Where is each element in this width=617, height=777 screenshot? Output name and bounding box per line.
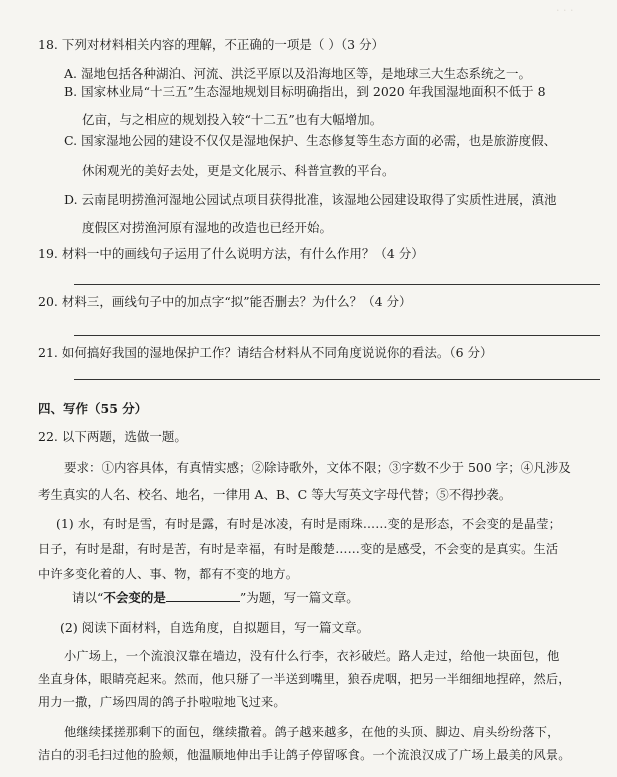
q21-stem: 21. 如何搞好我国的湿地保护工作？请结合材料从不同角度说说你的看法。（6 分） bbox=[38, 345, 493, 360]
q22-requirements-line2: 考生真实的人名、校名、地名，一律用 A、B、C 等大写英文字母代替；⑤不得抄袭。 bbox=[38, 487, 512, 502]
q18-option-c-line1: C. 国家湿地公园的建设不仅仅是湿地保护、生态修复等生态方面的必需，也是旅游度假、 bbox=[64, 133, 557, 148]
section-writing-heading: 四、写作（55 分） bbox=[38, 401, 148, 416]
bleed-through-text: · · · bbox=[556, 4, 574, 17]
q19-stem: 19. 材料一中的画线句子运用了什么说明方法，有什么作用？（4 分） bbox=[38, 246, 424, 261]
q18-option-a: A. 湿地包括各种湖泊、河流、洪泛平原以及沿海地区等，是地球三大生态系统之一。 bbox=[64, 66, 531, 81]
q22-material-line4: 他继续揉搓那剩下的面包，继续撒着。鸽子越来越多，在他的头顶、脚边、肩头纷纷落下， bbox=[64, 725, 560, 739]
q18-stem: 18. 下列对材料相关内容的理解，不正确的一项是（ ）（3 分） bbox=[38, 37, 385, 52]
q22-prompt1-line1: (1) 水，有时是雪，有时是露，有时是冰凌，有时是雨珠……变的是形态，不会变的是晶莹； bbox=[56, 517, 562, 531]
q22-prompt2: (2) 阅读下面材料，自选角度，自拟题目，写一篇文章。 bbox=[60, 620, 370, 635]
title-prefix: 请以“ bbox=[72, 590, 104, 605]
q18-option-b-line1: B. 国家林业局“十三五”生态湿地规划目标明确指出，到 2020 年我国湿地面积不低于 8 bbox=[64, 84, 546, 99]
q22-prompt1-line3: 中许多变化着的人、事、物，都有不变的地方。 bbox=[38, 567, 299, 581]
title-bold-text: 不会变的是 bbox=[103, 590, 166, 605]
q22-material-line3: 用力一撒，广场四周的鸽子扑啦啦地飞过来。 bbox=[38, 695, 286, 709]
q20-answer-line[interactable] bbox=[74, 335, 600, 336]
q22-prompt1-line2: 日子，有时是甜，有时是苦，有时是幸福，有时是酸楚……变的是感受，不会变的是真实。生活 bbox=[38, 542, 559, 556]
q18-option-d-line1: D. 云南昆明捞渔河湿地公园试点项目获得批准，该湿地公园建设取得了实质性进展，滇池 bbox=[64, 192, 557, 207]
q22-material-line5: 洁白的羽毛扫过他的脸颊，他温顺地伸出手让鸽子停留啄食。一个流浪汉成了广场上最美的风景。 bbox=[38, 748, 571, 762]
q22-title-instruction bbox=[72, 589, 359, 606]
q22-material-line2: 坐直身体，眼睛亮起来。然而，他只掰了一半送到嘴里，狼吞虎咽，把另一半细细地捏碎，然后， bbox=[38, 672, 571, 686]
q22-requirements-line1: 要求：①内容具体，有真情实感；②除诗歌外，文体不限；③字数不少于 500 字；④凡涉及 bbox=[64, 460, 571, 475]
q21-answer-line[interactable] bbox=[74, 379, 600, 380]
q18-option-b-line2: 亿亩，与之相应的规划投入较“十二五”也有大幅增加。 bbox=[82, 112, 383, 127]
q19-answer-line[interactable] bbox=[74, 284, 600, 285]
q18-option-c-line2: 休闲观光的美好去处，更是文化展示、科普宣教的平台。 bbox=[82, 163, 395, 178]
title-fill-blank[interactable] bbox=[166, 589, 240, 602]
q22-stem: 22. 以下两题，选做一题。 bbox=[38, 429, 187, 444]
q20-stem: 20. 材料三，画线句子中的加点字“拟”能否删去？为什么？（4 分） bbox=[38, 294, 412, 309]
q22-material-line1: 小广场上，一个流浪汉靠在墙边，没有什么行李，衣衫破烂。路人走过，给他一块面包，他 bbox=[64, 649, 560, 663]
q18-option-d-line2: 度假区对捞渔河原有湿地的改造也已经开始。 bbox=[82, 220, 333, 235]
title-suffix: ”为题，写一篇文章。 bbox=[239, 590, 359, 605]
